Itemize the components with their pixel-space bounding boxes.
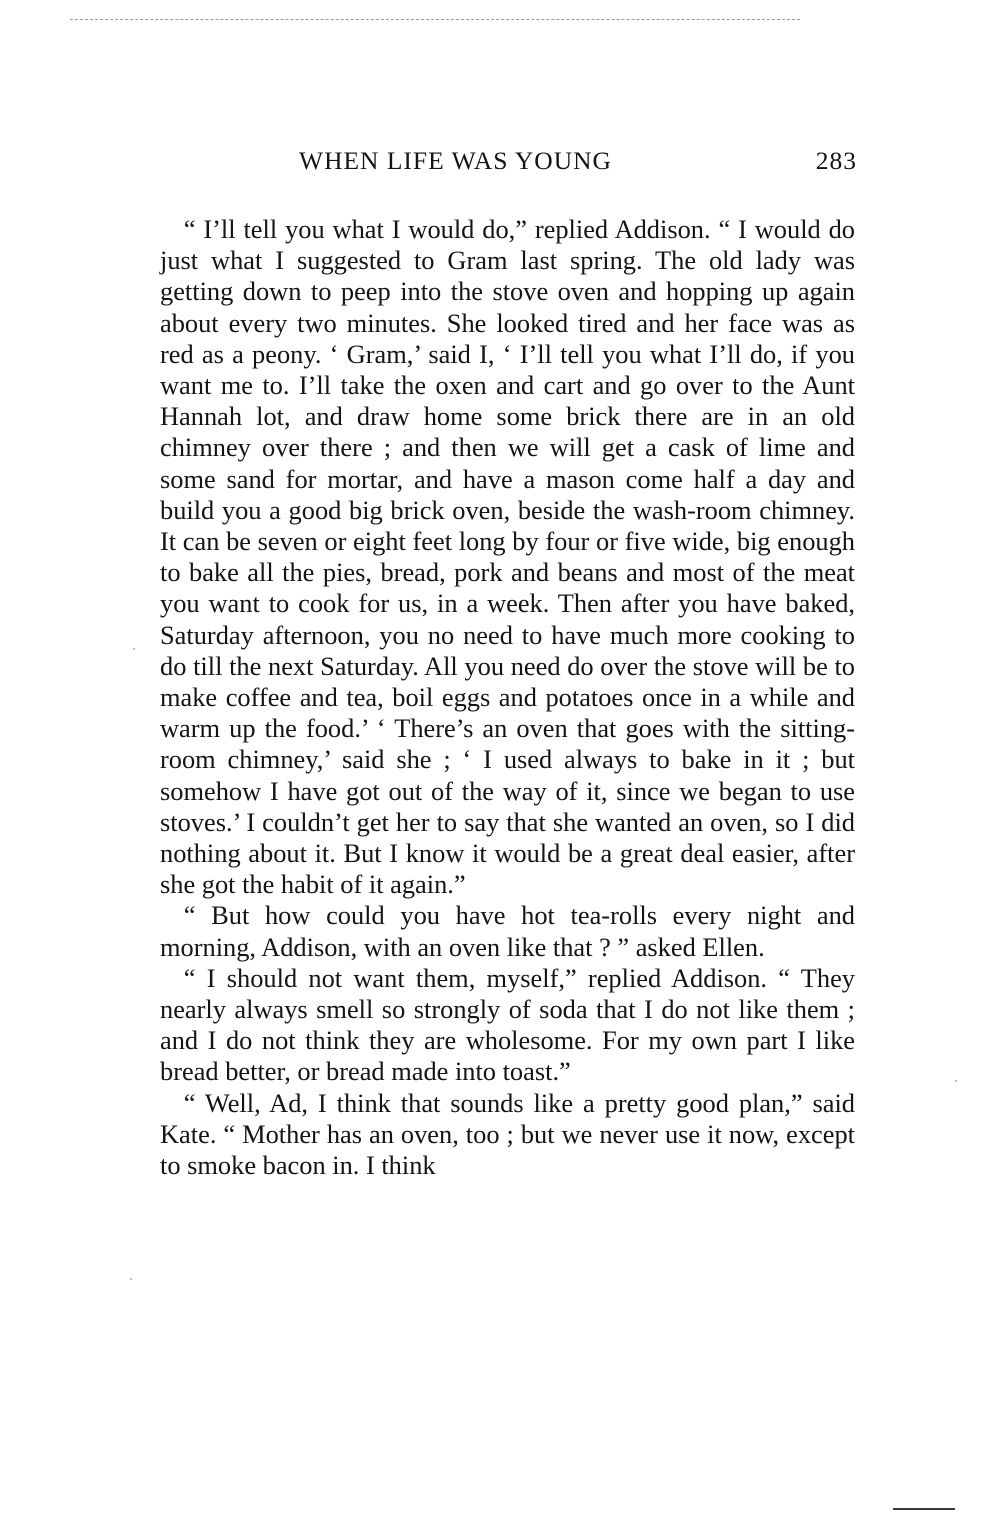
paragraph-ellen-question: “ But how could you have hot tea-rolls every night and morning, Addison, with an oven like that ? ” asked Ellen. — [160, 900, 855, 962]
margin-speck — [130, 1278, 132, 1280]
paragraph-addison-oven-plan: “ I’ll tell you what I would do,” replied Addison. “ I would do just what I suggested to Gram last spring. The old lady was getting down to peep into the stove oven and hopping up again about every two minutes. She looked tired and her face was as red as a peony. ‘ Gram,’ said I, ‘ I’ll tell you what I’ll do, if you want me to. I’ll take the oxen and cart and go over to the Aunt Hannah lot, and draw home some brick there are in an old chimney over there ; and then we will get a cask of lime and some sand for mortar, and have a mason come half a day and build you a good big brick oven, beside the wash-room chimney. It can be seven or eight feet long by four or five wide, big enough to bake all the pies, bread, pork and beans and most of the meat you want to cook for us, in a week. Then after you have baked, Saturday afternoon, you no need to have much more cooking to do till the next Saturday. All you need do over the stove will be to make coffee and tea, boil eggs and potatoes once in a while and warm up the food.’ ‘ There’s an oven that goes with the sitting-room chimney,’ said she ; ‘ I used always to bake in it ; but somehow I have got out of the way of it, since we began to use stoves.’ I couldn’t get her to say that she wanted an oven, so I did nothing about it. But I know it would be a great deal easier, after she got the habit of it again.” — [160, 214, 855, 900]
top-scan-rule — [70, 19, 800, 20]
margin-speck — [955, 1080, 957, 1082]
page-number: 283 — [815, 146, 857, 175]
paragraph-kate-reply: “ Well, Ad, I think that sounds like a pretty good plan,” said Kate. “ Mother has an oven, too ; but we never use it now, except to smoke bacon in. I think — [160, 1087, 855, 1181]
bottom-scan-rule — [893, 1508, 955, 1510]
body-text — [160, 214, 855, 1181]
margin-speck — [133, 648, 135, 650]
page-header — [160, 146, 857, 182]
running-title: WHEN LIFE WAS YOUNG — [299, 146, 612, 175]
paragraph-addison-reply: “ I should not want them, myself,” replied Addison. “ They nearly always smell so strongly of soda that I do not like them ; and I do not think they are wholesome. For my own part I like bread better, or bread made into toast.” — [160, 962, 855, 1087]
